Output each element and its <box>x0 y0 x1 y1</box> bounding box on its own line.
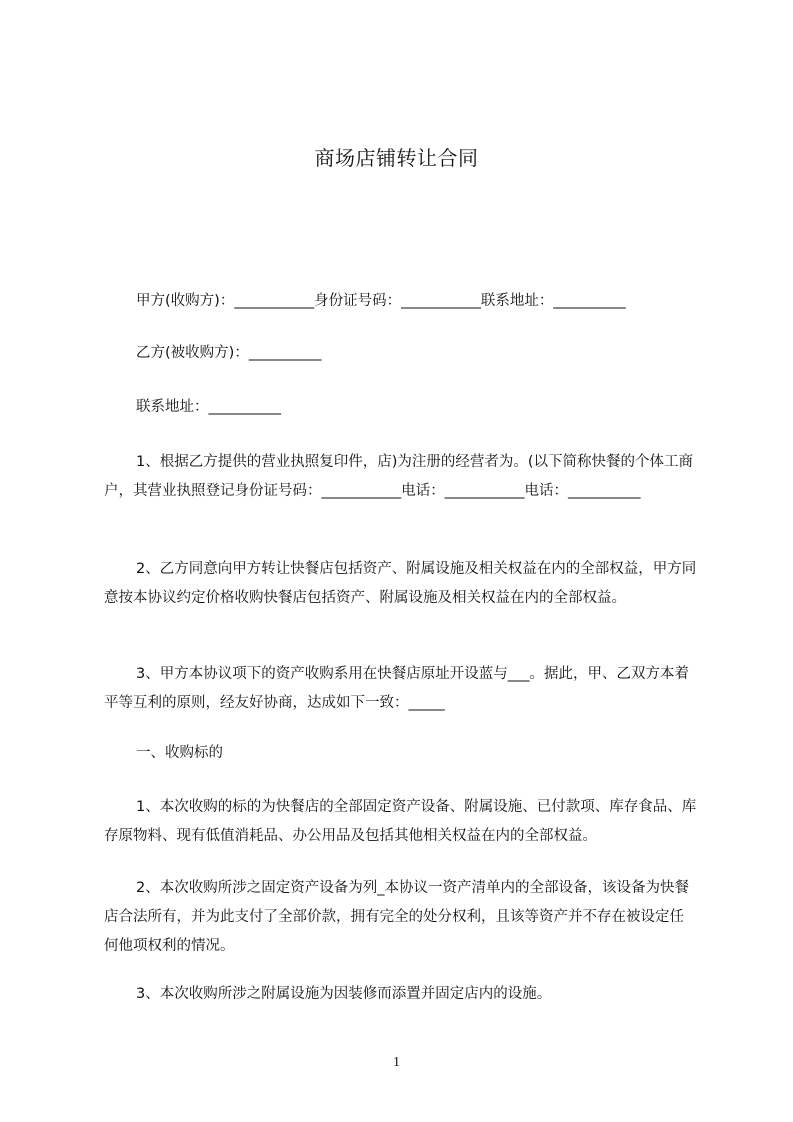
party-b-line: 乙方(被收购方)：__________ <box>136 345 322 361</box>
section-1-item-3: 3、本次收购所涉之附属设施为因装修而添置并固定店内的设施。 <box>136 986 552 1002</box>
paragraph-2: 2、乙方同意向甲方转让快餐店包括资产、附属设施及相关权益在内的全部权益，甲方同意按本协议约定价格收购快餐店包括资产、附属设施及相关权益在内的全部权益。 <box>104 561 697 606</box>
address-line: 联系地址：__________ <box>136 399 281 415</box>
section-1-heading: 一、收购标的 <box>136 745 223 761</box>
paragraph-3: 3、甲方本协议项下的资产收购系用在快餐店原址开设蓝与___。据此，甲、乙双方本着平等互利的原则，经友好协商，达成如下一致：_____ <box>104 666 689 711</box>
section-1-item-1: 1、本次收购的标的为快餐店的全部固定资产设备、附属设施、已付款项、库存食品、库存原物料、现有低值消耗品、办公用品及包括其他相关权益在内的全部权益。 <box>104 799 697 844</box>
paragraph-1: 1、根据乙方提供的营业执照复印件，店)为注册的经营者为。(以下简称快餐的个体工商户，其营业执照登记身份证号码：___________电话：___________电话：__________ <box>104 454 694 499</box>
document-title: 商场店铺转让合同 <box>314 146 479 170</box>
section-1-item-2: 2、本次收购所涉之固定资产设备为列_本协议一资产清单内的全部设备，该设备为快餐店合法所有，并为此支付了全部价款，拥有完全的处分权利，且该等资产并不存在被设定任何他项权利的情况。 <box>104 880 689 954</box>
page-number: 1 <box>393 1055 400 1070</box>
party-a-line: 甲方(收购方)：___________身份证号码：___________联系地址：__________ <box>136 293 626 309</box>
